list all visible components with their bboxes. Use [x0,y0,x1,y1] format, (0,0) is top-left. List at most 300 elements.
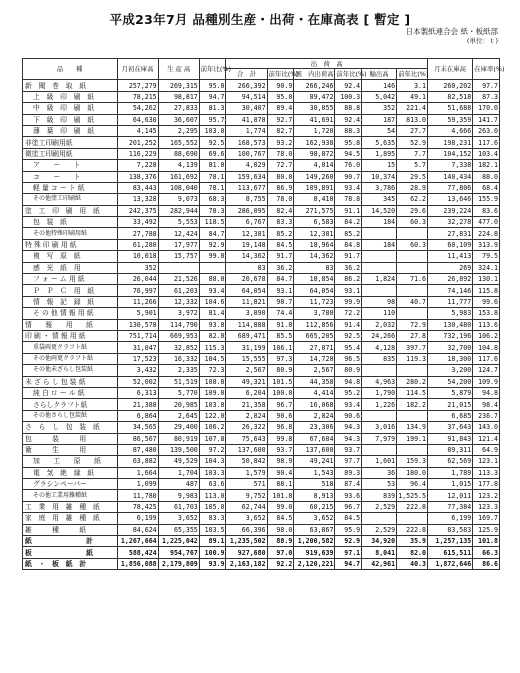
cell-value: 95.4 [335,342,362,353]
cell-value: 104.3 [199,456,226,467]
table-row [23,353,500,364]
cell-value: 269 [427,262,472,273]
cell-value: 1,824 [362,274,397,285]
cell-value: 49,321 [226,376,267,387]
cell-value: 86.2 [335,274,362,285]
cell-value: 60,109 [427,239,472,250]
cell-value: 92.5 [335,330,362,341]
cell-value: 20,678 [226,274,267,285]
cell-value: 14,362 [226,251,267,262]
cell-value: 66,396 [226,524,267,535]
cell-value: 78,215 [117,91,158,102]
cell-value: 83 [294,262,335,273]
cell-value: 222.8 [397,524,428,535]
cell-value: 80.0 [267,171,294,182]
cell-value: 689,471 [226,330,267,341]
cell-value: 93.1 [267,285,294,296]
cell-value: 113.0 [199,490,226,501]
cell-value: 80.9 [335,365,362,376]
cell-value: 51,688 [427,103,472,114]
row-label: 印 刷 ・ 情 報 用 紙 [23,330,118,341]
cell-value: 91.1 [335,205,362,216]
cell-value: 12,332 [158,296,199,307]
table-header [23,59,505,80]
cell-value: 12,011 [427,490,472,501]
cell-value: 69.6 [199,148,226,159]
cell-value: 3,890 [226,308,267,319]
cell-value: 6,864 [117,410,158,421]
cell-value: 14,720 [294,353,335,364]
cell-value [397,228,428,239]
cell-value: 2,335 [158,365,199,376]
cell-value: 77,806 [427,182,472,193]
cell-value: 4,139 [158,160,199,171]
cell-value: 59,359 [427,114,472,125]
cell-value: 113.3 [473,467,500,478]
table-row [23,410,500,421]
cell-value: 94,514 [226,91,267,102]
table-row [23,262,500,273]
cell-value: 92.5 [199,137,226,148]
cell-value: 72.3 [199,365,226,376]
table-row [23,444,500,455]
cell-value: 123.2 [473,490,500,501]
row-label: 非塗工印刷用紙 [23,137,118,148]
cell-value: 91,843 [427,433,472,444]
cell-value: 137,600 [226,444,267,455]
cell-value: 104.5 [199,353,226,364]
cell-value: 96.7 [335,501,362,512]
cell-value: 89,311 [427,444,472,455]
cell-value: 99.8 [267,433,294,444]
cell-value: 60.3 [397,239,428,250]
cell-value: 85.5 [267,330,294,341]
col-hinshu: 品 種 [23,59,118,80]
cell-value: 2,529 [362,501,397,512]
cell-value: 12,381 [294,228,335,239]
cell-value: 61,280 [117,239,158,250]
cell-value: 15 [362,160,397,171]
cell-value: 1,789 [427,467,472,478]
cell-value: 477.0 [473,217,500,228]
cell-value: 95.0 [267,91,294,102]
cell-value: 8,755 [226,194,267,205]
cell-value: 50,842 [226,456,267,467]
cell-value: 3,780 [294,308,335,319]
cell-value: 34,565 [117,422,158,433]
cell-value: 95.0 [199,80,226,91]
cell-value: 85.2 [335,228,362,239]
cell-value: 2,529 [362,524,397,535]
table-row [23,387,500,398]
cell-value: 114,888 [226,319,267,330]
cell-value: 146 [362,80,397,91]
cell-value: 88.8 [335,103,362,114]
table-row [23,308,500,319]
cell-value: 84.7 [199,228,226,239]
cell-value: 4,666 [427,125,472,136]
cell-value: 91.4 [335,319,362,330]
row-label: 複 写 原 紙 [23,251,118,262]
cell-value: 93.7 [335,444,362,455]
cell-value: 54,262 [117,103,158,114]
row-label: 特 殊 印 刷 用 紙 [23,239,118,250]
cell-value: 6,583 [294,217,335,228]
cell-value: 36,607 [158,114,199,125]
cell-value [397,251,428,262]
cell-value: 99.9 [335,296,362,307]
cell-value: 7,228 [117,160,158,171]
cell-value: 61,203 [158,285,199,296]
cell-value: 80,919 [158,433,199,444]
cell-value: 280.2 [397,376,428,387]
cell-value: 1,225,042 [158,536,199,547]
cell-value: 110 [362,308,397,319]
cell-value: 1,200,582 [294,536,335,547]
cell-value: 3,432 [117,365,158,376]
cell-value: 927,680 [226,547,267,558]
cell-value: 3,786 [362,182,397,193]
cell-value [397,365,428,376]
cell-value: 30,055 [294,103,335,114]
cell-value: 101.8 [473,536,500,547]
cell-value: 32,700 [427,342,472,353]
cell-value: 106.1 [267,342,294,353]
table-row [23,319,500,330]
cell-value: 100.0 [267,387,294,398]
cell-value: 92.9 [335,536,362,547]
cell-value: 82.0 [397,547,428,558]
cell-value: 95.9 [335,524,362,535]
cell-value: 35.9 [397,536,428,547]
cell-value: 27.7 [397,125,428,136]
cell-value: 95.2 [335,387,362,398]
row-label: 紙 ・ 板 紙 計 [23,558,118,569]
cell-value: 1,099 [117,479,158,490]
cell-value: 12,381 [226,228,267,239]
cell-value: 103.0 [199,125,226,136]
cell-value: 81.3 [199,103,226,114]
cell-value: 98.4 [473,399,500,410]
cell-value: 14,362 [294,251,335,262]
cell-value: 106.2 [473,330,500,341]
cell-value: 84.7 [267,274,294,285]
table-row [23,330,500,341]
col-production-yoy: 前年比(%) [199,59,226,80]
cell-value: 260,202 [427,80,472,91]
cell-value: 84.5 [335,513,362,524]
cell-value: 1,790 [362,387,397,398]
cell-value: 266,392 [226,80,267,91]
cell-value: 257,279 [117,80,158,91]
cell-value: 117.6 [473,137,500,148]
cell-value: 52,002 [117,376,158,387]
col-start-stock: 月初在庫高 [117,59,158,80]
cell-value: 222.8 [397,501,428,512]
cell-value: 107.8 [199,433,226,444]
cell-value: 518 [294,479,335,490]
col-ship-domestic: 国 内出荷高 [295,70,334,79]
cell-value: 165,552 [158,137,199,148]
table-row [23,80,500,91]
cell-value: 104,152 [427,148,472,159]
cell-value: 86.9 [267,182,294,193]
cell-value: 224.8 [473,228,500,239]
cell-value: 52.9 [397,137,428,148]
cell-value: 84.5 [267,239,294,250]
cell-value: 2,032 [362,319,397,330]
cell-value: 83.3 [267,217,294,228]
cell-value: 119.3 [397,353,428,364]
cell-value: 1,872,646 [427,558,472,569]
cell-value: 89.3 [335,467,362,478]
cell-value: 40.3 [397,558,428,569]
cell-value: 8,913 [294,490,335,501]
cell-value: 74,146 [427,285,472,296]
row-label: 加 工 原 紙 [23,456,118,467]
cell-value: 236.7 [473,410,500,421]
cell-value: 2,567 [226,365,267,376]
col-production: 生 産 高 [158,59,199,80]
cell-value: 269,315 [158,80,199,91]
cell-value: 1,257,135 [427,536,472,547]
cell-value: 5,635 [362,137,397,148]
row-label: 微塗工印刷用紙 [23,148,118,159]
cell-value: 108.8 [199,376,226,387]
cell-value: 54 [362,125,397,136]
cell-value: 93.6 [335,490,362,501]
cell-value: 116,229 [117,148,158,159]
cell-value: 90.6 [335,410,362,421]
cell-value: 16,332 [158,353,199,364]
cell-value: 98.0 [267,524,294,535]
cell-value [362,513,397,524]
cell-value: 3,652 [294,513,335,524]
row-label: 未 ざ ら し 包 装 紙 [23,376,118,387]
cell-value: 18,964 [294,239,335,250]
table-row [23,103,500,114]
cell-value: 313.9 [473,239,500,250]
cell-value: 4,014 [294,160,335,171]
cell-value: 113.6 [473,319,500,330]
cell-value: 5.7 [397,160,428,171]
cell-value: 78,425 [117,501,158,512]
cell-value: 13,328 [117,194,158,205]
cell-value: 83.3 [199,513,226,524]
cell-value: 669,953 [158,330,199,341]
cell-value: 187 [362,114,397,125]
cell-value: 153.8 [473,308,500,319]
cell-value [397,308,428,319]
table-row [23,182,500,193]
cell-value: 103.5 [199,524,226,535]
cell-value: 11,413 [427,251,472,262]
cell-value: 78.8 [335,194,362,205]
cell-value: 121.4 [473,433,500,444]
cell-value: 6,685 [427,410,472,421]
cell-value: 12,424 [158,228,199,239]
cell-value: 95.7 [199,114,226,125]
cell-value: 94.3 [335,433,362,444]
cell-value: 954,767 [158,547,199,558]
cell-value: 78.3 [199,205,226,216]
table-body [23,80,500,570]
row-label: 情 報 記 録 紙 [23,296,118,307]
cell-value: 1,543 [294,467,335,478]
cell-value [362,410,397,421]
cell-value: 109,891 [294,182,335,193]
row-label: 衛 生 用 [23,444,118,455]
cell-value: 89,472 [294,91,335,102]
cell-value: 10,018 [117,251,158,262]
cell-value: 93.2 [267,137,294,148]
cell-value: 184 [362,217,397,228]
row-label: 純 白 ロ ー ル 紙 [23,387,118,398]
cell-value: 101.5 [267,376,294,387]
cell-value: 130.1 [473,274,500,285]
cell-value: 1,664 [117,467,158,478]
cell-value: 32,278 [427,217,472,228]
cell-value: 14,520 [362,205,397,216]
cell-value: 81.0 [199,160,226,171]
cell-value: 115.3 [199,342,226,353]
row-label: 家 庭 用 雑 種 紙 [23,513,118,524]
cell-value: 60.3 [397,217,428,228]
row-label: 薄 葉 印 刷 紙 [23,125,118,136]
cell-value: 839 [362,490,397,501]
cell-value: 6,204 [226,387,267,398]
cell-value: 98 [362,296,397,307]
cell-value: 92.9 [199,239,226,250]
cell-value: 33,492 [117,217,158,228]
cell-value: 139,500 [158,444,199,455]
cell-value: 96.5 [335,353,362,364]
cell-value: 36.2 [335,262,362,273]
cell-value: 352 [117,262,158,273]
row-label: その他さらし包装紙 [23,410,118,421]
cell-value: 1,525.5 [398,491,426,500]
row-label: 感 光 紙 用 [23,262,118,273]
cell-value: 77,384 [427,501,472,512]
cell-value: 2,645 [158,410,199,421]
cell-value: 104.8 [473,342,500,353]
cell-value: 86,567 [117,433,158,444]
cell-value: 138,376 [117,171,158,182]
cell-value: 168,573 [226,137,267,148]
cell-value: 21,388 [117,399,158,410]
cell-value: 41,878 [226,114,267,125]
table-row [23,422,500,433]
cell-value: 106.2 [199,422,226,433]
row-label: その他両更クラフト紙 [23,353,118,364]
cell-value: 665,205 [294,330,335,341]
cell-value: 1,235,502 [226,536,267,547]
cell-value: 3,652 [226,513,267,524]
cell-value: 95.8 [335,137,362,148]
cell-value: 93.8 [199,319,226,330]
cell-value: 84.2 [335,217,362,228]
table-row [23,251,500,262]
cell-value: 74.4 [267,308,294,319]
row-label: 紙 計 [23,536,118,547]
cell-value: 62.2 [397,194,428,205]
cell-value: 3,652 [158,513,199,524]
cell-value: 63,882 [117,456,158,467]
cell-value: 7,338 [427,160,472,171]
cell-value: 85.2 [267,228,294,239]
cell-value: 98,817 [158,91,199,102]
cell-value: 266,246 [294,80,335,91]
publisher-label: 日本製紙連合会 紙・板紙部 [405,27,498,36]
cell-value: 137,600 [294,444,335,455]
cell-value: 1,267,664 [117,536,158,547]
cell-value: 67,684 [294,433,335,444]
cell-value: 3.1 [397,80,428,91]
cell-value: 198,231 [427,137,472,148]
cell-value [397,444,428,455]
cell-value: 75,643 [226,433,267,444]
row-label: その他特殊印刷用紙 [23,228,118,239]
cell-value: 88,690 [158,148,199,159]
cell-value: 13,646 [427,194,472,205]
cell-value: 27,831 [427,228,472,239]
cell-value: 124.7 [473,365,500,376]
cell-value: 9,983 [158,490,199,501]
row-label: 雑 種 紙 [23,524,118,535]
col-shipments: 出 荷 高 [226,59,428,69]
cell-value: 1,720 [294,125,335,136]
cell-value: 177.8 [473,479,500,490]
cell-value: 100.9 [199,547,226,558]
row-label: フ ォ ー ム 用 紙 [23,274,118,285]
cell-value: 93.9 [199,558,226,569]
row-label: Ｐ Ｐ Ｃ 用 紙 [23,285,118,296]
cell-value: 199.1 [397,433,428,444]
cell-value: 1,226 [362,399,397,410]
cell-value: 263.0 [473,125,500,136]
cell-value: 11,777 [427,296,472,307]
cell-value: 141.7 [473,114,500,125]
cell-value: 82.8 [199,330,226,341]
cell-value: 36.2 [267,262,294,273]
cell-value: 112,856 [294,319,335,330]
cell-value: 88.0 [473,171,500,182]
cell-value: 140,434 [427,171,472,182]
cell-value: 90.9 [267,80,294,91]
cell-value: 84.8 [335,239,362,250]
cell-value: 324.1 [473,262,500,273]
cell-value: 78.0 [267,148,294,159]
cell-value: 49,241 [294,456,335,467]
cell-value: 76.0 [335,160,362,171]
col-ship-export: 輸出高 [362,69,397,80]
cell-value: 239,224 [427,205,472,216]
cell-value: 21,358 [226,399,267,410]
cell-value: 3,200 [427,365,472,376]
cell-value: 3,016 [362,422,397,433]
cell-value: 345 [362,194,397,205]
cell-value: 15,757 [158,251,199,262]
cell-value [362,228,397,239]
row-label: その他工業用雑種紙 [23,490,118,501]
cell-value: 123.1 [473,456,500,467]
cell-value: 113,677 [226,182,267,193]
cell-value: 20,985 [158,399,199,410]
cell-value: 271,575 [294,205,335,216]
table-row [23,547,500,558]
cell-value: 64,630 [117,114,158,125]
cell-value [362,285,397,296]
